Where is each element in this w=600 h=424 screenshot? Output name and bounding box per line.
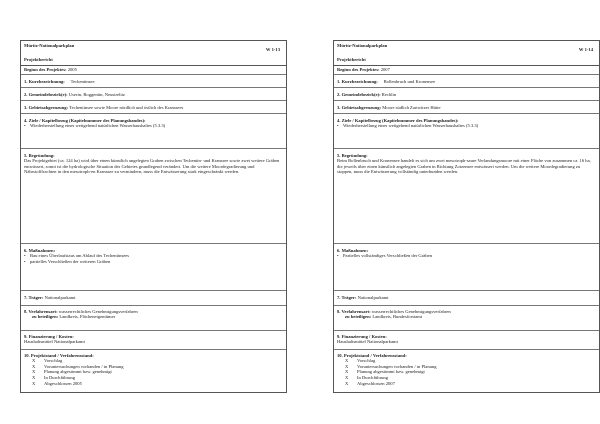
section-9	[21, 331, 286, 350]
section-1	[21, 75, 286, 88]
section-8	[334, 306, 599, 331]
s8b-value: Landkreis, Bundesforstamt	[372, 314, 423, 320]
section-6	[21, 244, 286, 291]
s3-label: 3. Gebietsabgrenzung:	[24, 104, 69, 110]
sheet-header	[334, 41, 599, 66]
plan-title: Müritz-Nationalparkplan	[24, 43, 75, 48]
section-4	[334, 114, 599, 149]
s6-item: • Partielles vollständiges Verschließen der Gräben	[337, 253, 596, 259]
s3-label: 3. Gebietsabgrenzung:	[337, 104, 382, 110]
s9-value: Haushaltsmittel Nationalparkamt	[24, 339, 85, 345]
s4-label: 4. Ziele / Kapitelbezug (Kapitelnummer des Planungsbandes):	[24, 117, 146, 123]
start-label: Beginn des Projektes:	[337, 67, 380, 72]
s6-item: • Bau eines Überlaufstaus am Ablauf des Techentinsees	[24, 253, 283, 259]
section-10	[334, 350, 599, 392]
project-sheet-right	[333, 40, 600, 393]
status-item: X Planung abgestimmt bzw. genehmigt	[345, 369, 425, 375]
s9-label: 9. Finanzierung / Kosten:	[24, 333, 74, 339]
status-item: X Vorschlag	[345, 358, 376, 364]
report-label: Projektbericht	[337, 57, 366, 63]
section-3	[21, 101, 286, 114]
sheet-header	[21, 41, 286, 66]
section-3	[334, 101, 599, 114]
s8-value: wasserrechtliches Genehmigungsverfahren	[371, 308, 451, 314]
s5-text: Das Projektgebiet (ca. 124 ha) wird über einen künstlich angelegten Graben zwischen Techentin- und Kranssee sowie zwei weitere Gräben entwässert, somit ist die hydrologische Situation des Gebietes grundlegend verändert. Um die weitere Moordegradierung und Nährstofffrachten in den mesotroph-en Kranssee zu vermindern, muss die Entwässerung stark eingeschränkt werden.	[24, 158, 280, 175]
s1-label: 1. Kurzbezeichnung:	[337, 78, 378, 84]
status-item: X Abgeschlossen 2005	[32, 380, 82, 386]
section-7	[21, 291, 286, 306]
start-row	[21, 66, 286, 75]
s7-label: 7. Träger:	[337, 294, 357, 300]
s8b-label: zu beteiligen:	[32, 314, 59, 320]
s8b-value: Landkreis, Flächeneigentümer	[59, 314, 116, 320]
s10-label: 10. Projektstand / Verfahrensstand:	[337, 352, 407, 358]
s6-item: • partielles Verschließen der weiteren Gräben	[24, 259, 283, 265]
s2-value: Rechlin	[381, 91, 397, 97]
status-item: X In Durchführung	[345, 374, 388, 380]
section-10	[21, 350, 286, 392]
section-6	[334, 244, 599, 291]
report-label: Projektbericht	[24, 57, 53, 63]
s4-item: • Wiederherstellung eines weitgehend natürlichen Wasserhaushaltes (5.3.3)	[24, 123, 283, 129]
s8-label: 8. Verfahrensart:	[24, 308, 58, 314]
s1-value: Bollenbruch und Kronensee	[383, 78, 436, 84]
section-5	[334, 149, 599, 244]
project-sheet-left	[20, 40, 287, 393]
s4-item: • Wiederherstellung eines weitgehend natürlichen Wasserhaushaltes (5.3.3)	[337, 123, 596, 129]
project-code: W 1-13	[265, 47, 280, 52]
start-value: 2005	[67, 67, 77, 72]
section-7	[334, 291, 599, 306]
status-item: X Vorschlag	[32, 358, 63, 364]
s10-label: 10. Projektstand / Verfahrensstand:	[24, 352, 94, 358]
s4-label: 4. Ziele / Kapitelbezug (Kapitelnummer des Planungsbandes):	[337, 117, 459, 123]
s5-label: 5. Begründung:	[24, 152, 55, 158]
start-label: Beginn des Projektes:	[24, 67, 67, 72]
s7-label: 7. Träger:	[24, 294, 44, 300]
s9-label: 9. Finanzierung / Kosten:	[337, 333, 387, 339]
status-item: X In Durchführung	[32, 374, 75, 380]
section-4	[21, 114, 286, 149]
status-item: X Voruntersuchungen vorhanden / in Planung	[345, 363, 437, 369]
plan-title: Müritz-Nationalparkplan	[337, 43, 388, 48]
status-item: X Planung abgestimmt bzw. genehmigt	[32, 369, 112, 375]
section-5	[21, 149, 286, 244]
status-item: X Abgeschlossen 2007	[345, 380, 395, 386]
start-value: 2007	[380, 67, 390, 72]
section-2	[21, 88, 286, 101]
s3-value: Techentinsee sowie Moore nördlich und östlich des Kranssees	[69, 104, 184, 110]
start-row	[334, 66, 599, 75]
s7-value: Nationalparkamt	[357, 294, 389, 300]
s2-label: 2. Gemeindebezirk(e):	[337, 91, 381, 97]
section-9	[334, 331, 599, 350]
s8-value: wasserrechtliches Genehmigungsverfahren	[58, 308, 138, 314]
s6-label: 6. Maßnahmen:	[24, 247, 56, 253]
s2-value: Userin, Roggentin, Neustrelitz	[68, 91, 125, 97]
s5-label: 5. Begründung:	[337, 152, 368, 158]
section-8	[21, 306, 286, 331]
section-1	[334, 75, 599, 88]
s1-value: Techentinsee	[70, 78, 95, 84]
s6-label: 6. Maßnahmen:	[337, 247, 369, 253]
s2-label: 2. Gemeindebezirk(e):	[24, 91, 68, 97]
s3-value: Moore südlich Zartwitzer Hütte	[382, 104, 441, 110]
section-2	[334, 88, 599, 101]
s5-text: Beim Bollenbruch und Kronensee handelt es sich um zwei mesotroph-saure Verlandungsmoore mit einer Fläche von zusammen ca. 16 ha, die jeweils über einen künstlich angelegten Graben in Richtung Zotzensee entwässert werden. Um die weitere Moordegradierung zu stoppen, muss die Entwässerung vollständig unterbunden werden.	[337, 158, 591, 175]
s8b-label: zu beteiligen:	[345, 314, 372, 320]
s7-value: Nationalparkamt	[44, 294, 76, 300]
s8-label: 8. Verfahrensart:	[337, 308, 371, 314]
project-code: W 1-14	[578, 47, 593, 52]
s9-value: Haushaltsmittel Nationalparkamt	[337, 339, 398, 345]
s1-label: 1. Kurzbezeichnung:	[24, 78, 65, 84]
status-item: X Voruntersuchungen vorhanden / in Planung	[32, 363, 124, 369]
